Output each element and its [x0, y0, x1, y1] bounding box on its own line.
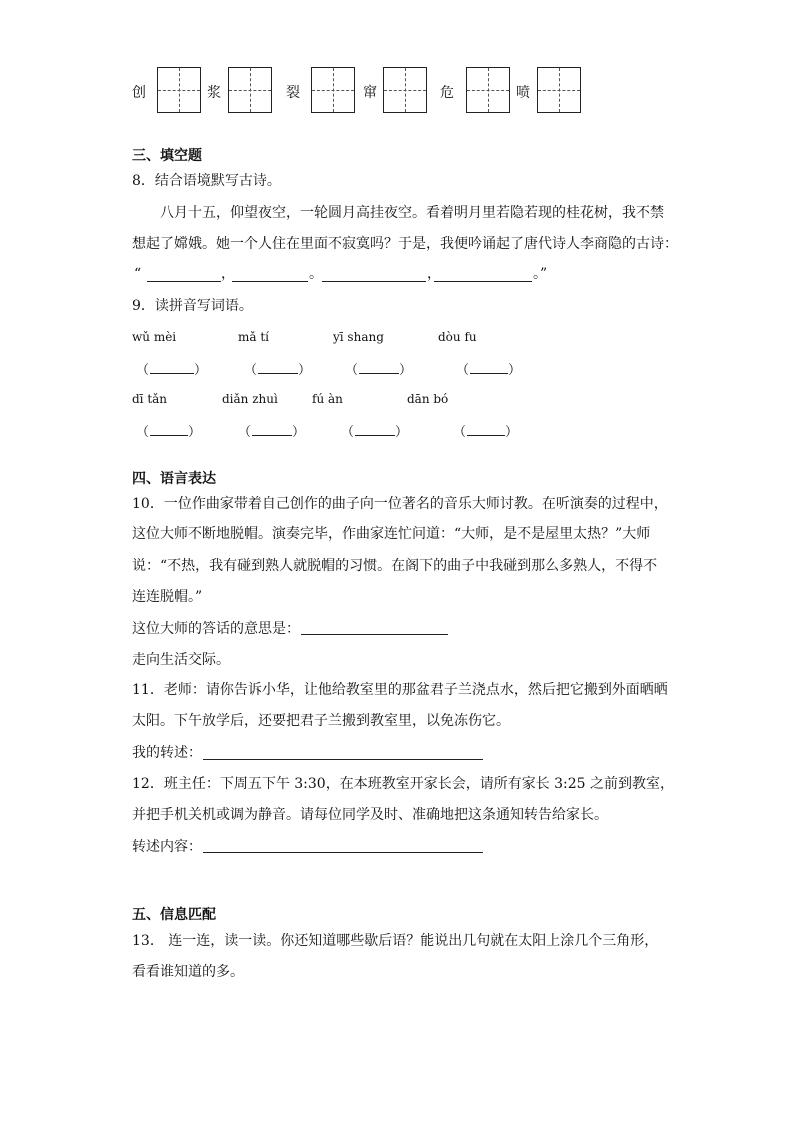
- pinyin: mǎ tí: [238, 330, 270, 344]
- pinyin: dī tǎn: [132, 392, 168, 406]
- punct: 。”: [533, 266, 548, 282]
- passage-line: 八月十五，仰望夜空，一轮圆月高挂夜空。看着明月里若隐若现的桂花树，我不禁: [160, 205, 664, 221]
- paren-close: ）: [399, 363, 413, 378]
- paren-open: （: [453, 425, 467, 440]
- punct: ，: [221, 266, 235, 282]
- question-line: 并把手机关机或调为静音。请每位同学及时、准确地把这条通知转告给家长。: [132, 807, 608, 823]
- pinyin: dòu fu: [438, 330, 477, 344]
- answer-blank[interactable]: [355, 435, 395, 436]
- question-stem: 9．读拼音写词语。: [132, 298, 253, 314]
- paren-close: ）: [188, 425, 202, 440]
- grid-char-4: 窜: [363, 85, 377, 101]
- paren-open: （: [136, 425, 150, 440]
- answer-blank[interactable]: [322, 281, 426, 282]
- grid-char-3: 裂: [286, 85, 300, 101]
- grid-char-6: 喷: [516, 85, 530, 101]
- passage-line: 想起了嫦娥。她一个人住在里面不寂寞吗？于是，我便吟诵起了唐代诗人李商隐的古诗：: [132, 236, 678, 252]
- paren-open: （: [341, 425, 355, 440]
- answer-blank[interactable]: [150, 373, 194, 374]
- section-title: 四、语言表达: [132, 471, 216, 487]
- answer-blank[interactable]: [252, 435, 292, 436]
- question-line: 11．老师：请你告诉小华，让他给教室里的那盆君子兰浇点水，然后把它搬到外面晒晒: [132, 682, 668, 698]
- paren-close: ）: [395, 425, 409, 440]
- section-title: 三、填空题: [132, 148, 202, 164]
- pinyin: dān bó: [407, 392, 449, 406]
- paren-close: ）: [508, 363, 522, 378]
- paren-open: （: [238, 425, 252, 440]
- writing-box[interactable]: [157, 67, 201, 113]
- paren-close: ）: [505, 425, 519, 440]
- writing-box[interactable]: [228, 67, 272, 113]
- answer-blank[interactable]: [258, 373, 298, 374]
- punct: ，: [427, 266, 441, 282]
- question-line: 连连脱帽。”: [132, 589, 203, 605]
- answer-blank[interactable]: [203, 759, 483, 760]
- pinyin: yī shang: [333, 330, 384, 344]
- paren-close: ）: [292, 425, 306, 440]
- writing-box[interactable]: [466, 67, 510, 113]
- paren-close: ）: [194, 363, 208, 378]
- answer-blank[interactable]: [359, 373, 399, 374]
- question-stem: 8．结合语境默写古诗。: [132, 173, 281, 189]
- paren-close: ）: [298, 363, 312, 378]
- pinyin: fú àn: [312, 392, 343, 406]
- question-line: 说：“不热，我有碰到熟人就脱帽的习惯。在阁下的曲子中我碰到那么多熟人，不得不: [132, 558, 658, 574]
- section-title: 五、信息匹配: [132, 907, 216, 923]
- paren-open: （: [345, 363, 359, 378]
- answer-blank[interactable]: [232, 281, 308, 282]
- answer-blank[interactable]: [470, 373, 508, 374]
- answer-prompt: 这位大师的答话的意思是：: [132, 621, 300, 637]
- writing-box[interactable]: [311, 67, 355, 113]
- paren-open: （: [456, 363, 470, 378]
- question-line: 12．班主任：下周五下午 3:30，在本班教室开家长会，请所有家长 3:25 之前到教室，: [132, 776, 675, 792]
- question-line: 13． 连一连，读一读。你还知道哪些歇后语？能说出几句就在太阳上涂几个三角形，: [132, 933, 659, 949]
- question-line: 看看谁知道的多。: [132, 964, 244, 980]
- pinyin: wǔ mèi: [132, 330, 177, 344]
- grid-char-5: 危: [440, 85, 454, 101]
- answer-blank[interactable]: [467, 435, 505, 436]
- question-line: 这位大师不断地脱帽。演奏完毕，作曲家连忙问道：“大师，是不是屋里太热？”大师: [132, 526, 651, 542]
- writing-box[interactable]: [383, 67, 427, 113]
- punct: 。: [309, 266, 323, 282]
- question-line: 太阳。下午放学后，还要把君子兰搬到教室里，以免冻伤它。: [132, 713, 510, 729]
- paren-open: （: [244, 363, 258, 378]
- answer-blank[interactable]: [150, 435, 188, 436]
- pinyin: diǎn zhuì: [222, 392, 278, 406]
- answer-prompt: 我的转述：: [132, 745, 202, 761]
- question-line: 10．一位作曲家带着自己创作的曲子向一位著名的音乐大师讨教。在听演奏的过程中，: [132, 496, 668, 512]
- writing-box[interactable]: [537, 67, 581, 113]
- grid-char-1: 创: [132, 85, 146, 101]
- answer-blank[interactable]: [203, 852, 483, 853]
- question-line: 走向生活交际。: [132, 652, 230, 668]
- paren-open: （: [136, 363, 150, 378]
- quote-open: “: [134, 266, 142, 282]
- answer-blank[interactable]: [301, 634, 448, 635]
- answer-blank[interactable]: [147, 281, 221, 282]
- answer-prompt: 转述内容：: [132, 839, 202, 855]
- grid-char-2: 浆: [207, 85, 221, 101]
- answer-blank[interactable]: [434, 281, 532, 282]
